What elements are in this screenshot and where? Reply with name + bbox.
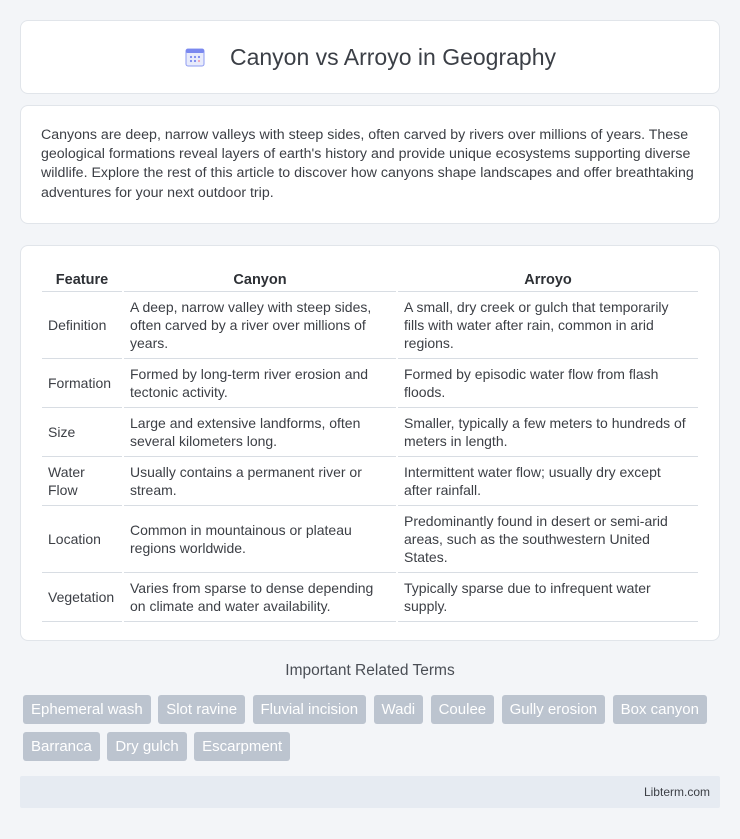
table-row [42, 457, 698, 506]
document-calendar-icon [184, 46, 206, 68]
table-row [42, 506, 698, 573]
page-title: Canyon vs Arroyo in Geography [229, 43, 556, 70]
row-canyon: Common in mountainous or plateau regions worldwide. [124, 506, 396, 573]
title-card [20, 20, 720, 94]
related-term-tag[interactable]: Ephemeral wash [23, 695, 151, 724]
related-term-tag[interactable]: Dry gulch [107, 732, 186, 761]
row-canyon: Varies from sparse to dense depending on climate and water availability. [124, 573, 396, 622]
row-arroyo: Intermittent water flow; usually dry except after rainfall. [398, 457, 698, 506]
related-terms-title: Important Related Terms [285, 662, 455, 679]
row-canyon: Large and extensive landforms, often several kilometers long. [124, 408, 396, 457]
related-term-tag[interactable]: Gully erosion [502, 695, 606, 724]
header-arroyo: Arroyo [398, 264, 698, 292]
row-feature: Formation [42, 359, 122, 408]
row-feature: Water Flow [42, 457, 122, 506]
row-arroyo: Typically sparse due to infrequent water supply. [398, 573, 698, 622]
row-feature: Definition [42, 292, 122, 359]
related-term-tag[interactable]: Wadi [374, 695, 424, 724]
row-feature: Size [42, 408, 122, 457]
related-term-tag[interactable]: Coulee [431, 695, 495, 724]
related-term-tag[interactable]: Box canyon [613, 695, 707, 724]
related-term-tag[interactable]: Fluvial incision [253, 695, 367, 724]
table-row [42, 573, 698, 622]
row-arroyo: A small, dry creek or gulch that temporarily fills with water after rain, common in arid regions. [398, 292, 698, 359]
row-canyon: Formed by long-term river erosion and tectonic activity. [124, 359, 396, 408]
table-header-row [42, 264, 698, 292]
related-terms-list [23, 695, 723, 769]
footer [20, 776, 720, 808]
related-term-tag[interactable]: Slot ravine [158, 695, 245, 724]
header-canyon: Canyon [124, 264, 396, 292]
row-feature: Location [42, 506, 122, 573]
row-canyon: A deep, narrow valley with steep sides, often carved by a river over millions of years. [124, 292, 396, 359]
row-arroyo: Smaller, typically a few meters to hundreds of meters in length. [398, 408, 698, 457]
table-row [42, 408, 698, 457]
intro-card [20, 105, 720, 224]
row-arroyo: Predominantly found in desert or semi-arid areas, such as the southwestern United States. [398, 506, 698, 573]
comparison-card [20, 245, 720, 641]
row-feature: Vegetation [42, 573, 122, 622]
row-canyon: Usually contains a permanent river or stream. [124, 457, 396, 506]
related-term-tag[interactable]: Escarpment [194, 732, 290, 761]
related-term-tag[interactable]: Barranca [23, 732, 100, 761]
intro-paragraph: Canyons are deep, narrow valleys with steep sides, often carved by rivers over millions of years. These geological formations reveal layers of earth's history and provide unique ecosystems supporting diverse wildlife. Explore the rest of this article to discover how canyons shape landscapes and offer breathtaking adventures for your next outdoor trip. [41, 127, 694, 201]
table-row [42, 292, 698, 359]
header-feature: Feature [42, 264, 122, 292]
comparison-table [40, 264, 700, 622]
footer-site-link[interactable]: Libterm.com [643, 785, 710, 799]
row-arroyo: Formed by episodic water flow from flash floods. [398, 359, 698, 408]
table-row [42, 359, 698, 408]
